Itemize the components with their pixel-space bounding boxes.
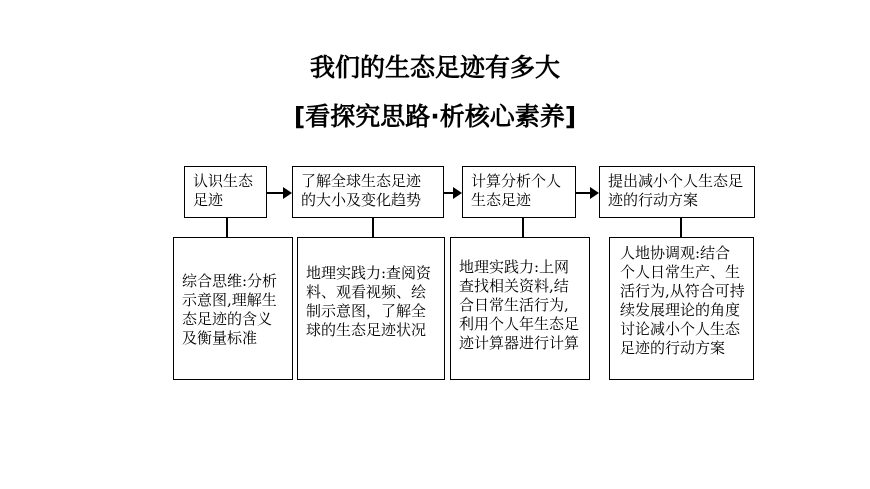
step-box-4 [599, 166, 755, 218]
connector-line-2 [372, 218, 374, 237]
step-label-1: 认识生态足迹 [193, 172, 254, 209]
detail-box-4 [609, 237, 754, 380]
detail-text-3: 地理实践力:上网查找相关资料,结合日常生活行为,利用个人年生态足迹计算器进行计算 [459, 258, 580, 352]
detail-box-2 [297, 237, 445, 380]
detail-text-1: 综合思维:分析示意图,理解生态足迹的含义及衡量标准 [182, 272, 278, 347]
detail-text-2: 地理实践力:查阅资料、观看视频、绘制示意图，了解全球的生态足迹状况 [306, 264, 432, 339]
flow-arrow-2 [444, 192, 460, 194]
connector-line-1 [226, 218, 228, 237]
step-label-3: 计算分析个人生态足迹 [471, 172, 562, 209]
flow-arrow-1 [267, 192, 290, 194]
step-label-2: 了解全球生态足迹的大小及变化趋势 [301, 172, 422, 209]
detail-box-1 [173, 237, 293, 380]
step-box-1 [184, 166, 267, 218]
page-subtitle: [看探究思路·析核心素养] [293, 102, 577, 131]
flow-arrow-3 [576, 192, 597, 194]
connector-line-3 [522, 218, 524, 237]
page-title: 我们的生态足迹有多大 [309, 53, 560, 82]
connector-line-4 [680, 218, 682, 237]
step-label-4: 提出减小个人生态足迹的行动方案 [608, 172, 744, 209]
detail-text-4: 人地协调观:结合个人日常生产、生活行为,从符合可持续发展理论的角度讨论减小个人生态足迹的行动方案 [620, 244, 745, 357]
detail-box-3 [450, 237, 590, 380]
step-box-2 [292, 166, 444, 218]
step-box-3 [462, 166, 576, 218]
